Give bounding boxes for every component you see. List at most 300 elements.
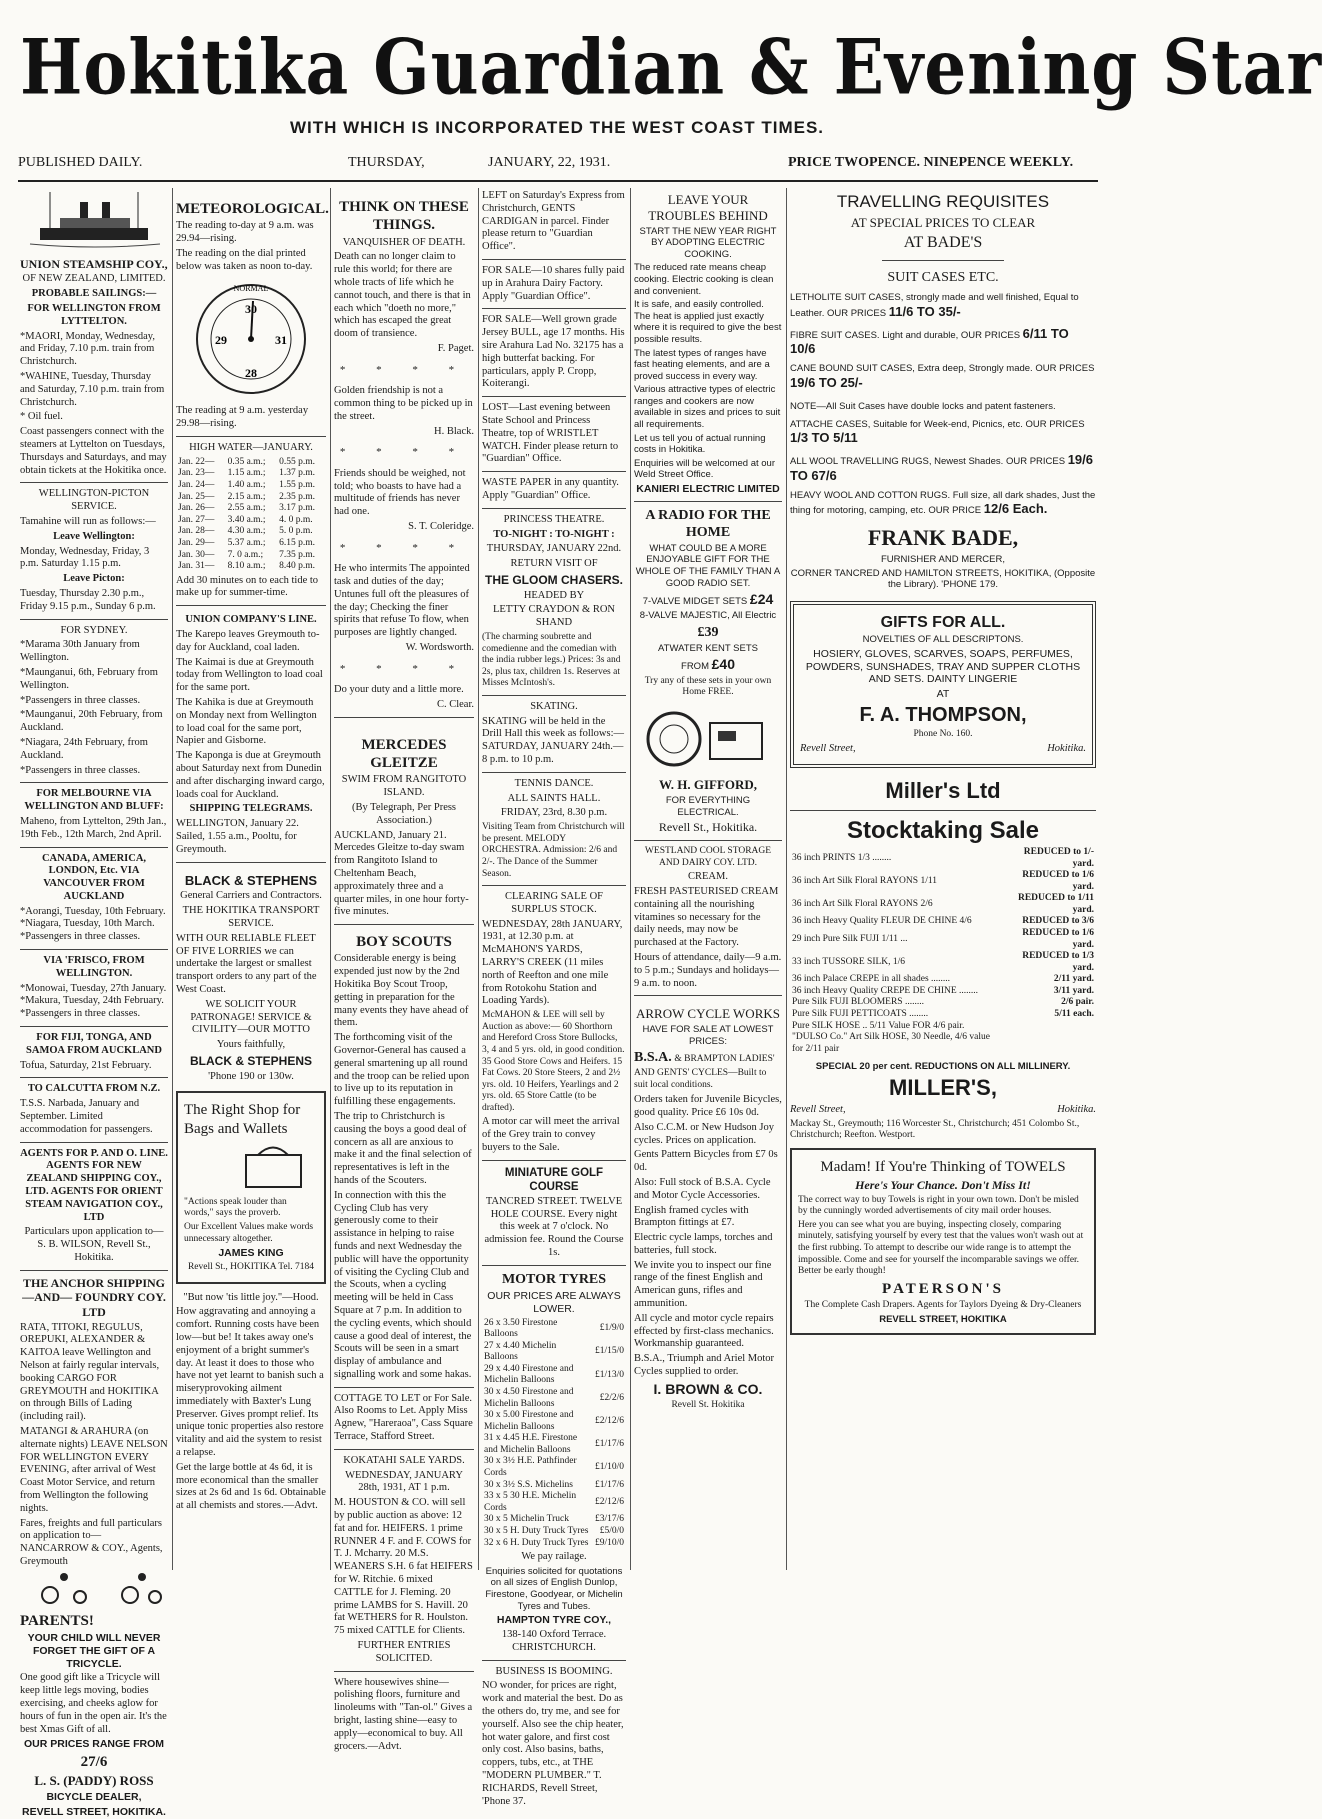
tonight: TO-NIGHT : TO-NIGHT : — [493, 528, 615, 540]
gifts-sub: NOVELTIES OF ALL DESCRIPTONS. — [862, 634, 1024, 646]
travelling-item-name: CANE BOUND SUIT CASES, Extra deep, Strongly made. OUR PRICES — [790, 363, 1095, 375]
tyre-cell: £2/12/6 — [594, 1415, 624, 1426]
radio-title: A RADIO FOR THE HOME — [645, 507, 771, 540]
anchor-body: RATA, TITOKI, REGULUS, OREPUKI, ALEXANDER & KAITOA leave Wellington and Nelson at fairly regular intervals, booking CARGO FOR GREYMOUTH and HOKITIKA on through Bills of Lading (including rail). — [20, 1321, 160, 1423]
sailing-tofua: Tofua, Saturday, 21st February. — [20, 1059, 152, 1071]
golf-body: TANCRED STREET. TWELVE HOLE COURSE. Every night this week at 7 o'clock. No admission fee. Round the Course 1s. — [484, 1195, 624, 1259]
kaponga: The Kaponga is due at Greymouth about Saturday next from Dunedin and after discharging inward cargo, loads coal for Auckland. — [176, 750, 325, 800]
sale-cell: 29 inch Pure Silk FUJI 1/11 ... — [792, 933, 908, 944]
travelling-item-price: 1/3 TO 5/11 — [790, 430, 858, 446]
paterson-sub: The Complete Cash Drapers. Agents for Taylors Dyeing & Dry-Cleaners — [804, 1299, 1082, 1310]
ad-body: How aggravating and annoying a comfort. Running costs have been low—but be! It takes away one's enjoyment of a bright summer's day. At least it does to those who have not yet learnt to banish such a miseryprovoking ailment immediately with Baxter's Lung Preserver. Gives prompt relief. Its unique tonic properties also restore vitality and aid the system to resist a relapse. — [176, 1306, 324, 1459]
mcmahon-auction: McMAHON & LEE will sell by Auction as above:— 60 Shorthorn and Hereford Cross Store Bullocks, 3, 4 and 5 yrs. old, in good condition. 35 Good Store Cows and Heifers. 15 Fat Cows. 20 Store Steers, 2 and 2½ yrs. old. 10 Heifers, Yearlings and 2 yrs. old. 65 Store Cattle (to be drafted). — [482, 1010, 625, 1113]
james-king-title: The Right Shop for Bags and Wallets — [184, 1102, 301, 1137]
tide-cell: Jan. 26— — [178, 503, 215, 514]
masthead — [0, 0, 1322, 180]
sailing-maheno: Maheno, from Lyttelton, 29th Jan., 19th Feb., 12th March, 2nd April. — [20, 815, 167, 840]
sailing-niagara: *Niagara, 24th February, from Auckland. — [20, 736, 148, 761]
kokatahi-date: WEDNESDAY, JANUARY 28th, 1931, AT 1 p.m. — [345, 1469, 463, 1494]
barometer-dial — [191, 279, 311, 399]
electric-start: START THE NEW YEAR RIGHT BY ADOPTING ELECTRIC COOKING. — [639, 225, 777, 260]
tide-cell: Jan. 30— — [178, 549, 215, 560]
quote-5-author: C. Clear. — [436, 698, 474, 710]
tide-cell: 7.35 p.m. — [279, 549, 315, 560]
leave-wellington: Leave Wellington: — [53, 530, 135, 542]
sale-row — [790, 974, 1096, 986]
sale-cell: 33 inch TUSSORE SILK, 1/6 — [792, 956, 906, 967]
james-king-values: Our Excellent Values make words unnecessary altogether. — [184, 1221, 314, 1244]
tyre-row — [482, 1410, 626, 1433]
tyre-cell: £9/10/0 — [594, 1537, 624, 1548]
passengers-note: *Passengers in three classes. — [20, 694, 141, 706]
tyre-cell: £1/15/0 — [594, 1346, 624, 1357]
quote-2-author: H. Black. — [434, 425, 474, 437]
column-think: THINK ON THESE THINGS. VANQUISHER OF DEATH. Death can no longer claim to rule this world; for there are whole tracts of life which he cannot touch, and there is that in each which "doeth no more," which has escaped the great doom of transience. F. Paget. * * * * Golden friendship is not a common thing to be picked up in the street. H. Black. * * * * Friends should be weighed, not told; who boasts to have had a multitude of friends has never had one. S. T. Coleridge. * * * * He who intermits The appointed task and duties of the day; Untunes full oft the pleasures of the day; Checking the finer spirits that refuse To flow, when purposes are lightly changed. W. Wordsworth. * * * * Do your duty and a little more. C. Clear. MERCEDES GLEITZE SWIM FROM RANGITOTO ISLAND. (By Telegraph, Per Press Association.) AUCKLAND, January 21. Mercedes Gleitze to-day swam from Rangitoto Island to Cheltenham Beach, approximately three and a quarter miles, in one hour forty-five minutes. BOY SCOUTS Considerable energy is being expended just now by the 2nd Hokitika Boy Scout Troop, getting in preparation for the many events they have ahead of them. The forthcoming visit of the Governor-General has caused a general smartening up all round and the troop can be relied upon to live up to its reputation in fulfilling these engagements. The trip to Christchurch is causing the boys a good deal of concern as all are anxious to make it and the final selection of representatives is left in the hands of the Scouters. In connection with this the Cycling Club has very generously come to their assistance in helping to raise funds and next Wednesday the public will have the opportunity of visiting the Cycling Club and the Scouts, when a cycling meeting will be held in Cass Square at 7 p.m. In addition to the cycling events, which should cause a good deal of interest, the Scouts will be seen in a smart display of ambulance and signalling work and some hakas. COTTAGE TO LET or For Sale. Also Rooms to Let. Apply Miss Agnew, "Hareraoa", Cass Square Terrace, Stafford Street. KOKATAHI SALE YARDS. WEDNESDAY, JANUARY 28th, 1931, AT 1 p.m. M. HOUSTON & CO. will sell by public auction as above: 12 fat and for. HEIFERS. 1 prime RUNNER 4 F. and F. COWS for T. J. Mcharry. 20 M.S. WEANERS S.H. 6 fat HEIFERS for W. Ritchie. 6 mixed CATTLE for J. Fleming. 20 prime LAMBS for S. Havill. 20 fat WETHERS for R. Houlston. 75 mixed CATTLE for Clients. FURTHER ENTRIES SOLICITED. Where housewives shine—polishing floors, furniture and linoleums with "Tan-ol." Gives a bright, lasting shine—easy to apply—economical to buy. All grocers.—Advt. — [334, 199, 474, 1752]
juvenile: Orders taken for Juvenile Bicycles, good quality. Price £6 10s 0d. — [634, 1094, 782, 1118]
millinery-special: SPECIAL 20 per cent. REDUCTIONS ON ALL MILLINERY. — [815, 1061, 1071, 1073]
parents-title: PARENTS! — [20, 1612, 94, 1629]
tricycle-icon — [20, 1571, 168, 1605]
met-title: METEOROLOGICAL. — [176, 201, 329, 217]
travelling-item-price: 11/6 TO 35/- — [888, 303, 961, 319]
column-classifieds — [482, 188, 626, 1807]
tide-row — [176, 503, 326, 515]
radio-icon — [634, 701, 782, 771]
clearing-title: CLEARING SALE OF SURPLUS STOCK. — [504, 891, 603, 915]
tyre-row — [482, 1456, 626, 1479]
travelling-sub: AT SPECIAL PRICES TO CLEAR — [850, 214, 1036, 230]
midget-label: 7-VALVE MIDGET SETS — [642, 596, 748, 608]
sailing-wahine: *WAHINE, Tuesday, Thursday and Saturday, 7.10 p.m. train from Christchurch. — [20, 371, 165, 408]
tide-cell: 4. 0 p.m. — [279, 514, 313, 525]
skating-title: SKATING. — [530, 700, 578, 712]
james-king-quote: "Actions speak louder than words," says the proverb. — [184, 1196, 287, 1219]
tanol-ad: Where housewives shine—polishing floors, furniture and linoleums with "Tan-ol." Gives a bright, lasting shine—easy to apply—economical to buy. All grocers.—Advt. — [334, 1676, 473, 1752]
tennis-date: FRIDAY, 23rd, 8.30 p.m. — [500, 807, 608, 819]
tide-cell: 8.40 p.m. — [279, 561, 315, 572]
tide-cell: Jan. 23— — [178, 468, 215, 479]
repairs: All cycle and motor cycle repairs effected by first-class mechanics. Workmanship guaranteed. — [634, 1312, 774, 1350]
towels-title: Madam! If You're Thinking of TOWELS — [820, 1158, 1066, 1175]
sale-cell: Pure Silk FUJI PETTICOATS ........ — [792, 1009, 929, 1020]
kaimai: The Kaimai is due at Greymouth today from Wellington to load coal for the same port. — [176, 656, 323, 694]
sale-row — [790, 951, 1096, 974]
travelling-at: AT BADE'S — [903, 233, 983, 251]
majestic-label: 8-VALVE MAJESTIC, All Electric — [639, 610, 777, 622]
tamahine: Tamahine will run as follows:— — [20, 515, 156, 527]
for-sale-shares: FOR SALE—10 shares fully paid up in Arahura Dairy Factory. Apply "Guardian Office". — [482, 264, 625, 302]
sale-cell: 36 inch Palace CREPE in all shades ........ — [792, 974, 951, 985]
column-divider — [630, 188, 631, 1570]
sailing-narbada: T.S.S. Narbada, January and September. Limited accommodation for passengers. — [20, 1098, 153, 1135]
tide-cell: 2.35 p.m. — [279, 491, 315, 502]
sale-cell: REDUCED to 3/6 — [1022, 916, 1094, 927]
column-divider — [478, 188, 479, 1570]
tide-cell: 5. 0 p.m. — [279, 526, 313, 537]
quote-3-author: S. T. Coleridge. — [408, 520, 474, 532]
karepo: The Karepo leaves Greymouth to-day for Auckland, coal laden. — [176, 629, 320, 653]
sydney-title: FOR SYDNEY. — [60, 624, 128, 636]
tide-table — [176, 457, 326, 573]
tyre-cell: £2/12/6 — [594, 1497, 624, 1507]
sale-cell: REDUCED to 1/- yard. — [1023, 846, 1094, 869]
sailing-maunganui: *Maunganui, 6th, February from Wellington. — [20, 666, 158, 691]
tyres-sub: OUR PRICES ARE ALWAYS LOWER. — [487, 1289, 621, 1315]
tide-row — [176, 468, 326, 480]
tyre-cell: 29 x 4.40 Firestone and Michelin Balloons — [484, 1363, 574, 1386]
sale-cell: REDUCED to 1/3 yard. — [1022, 951, 1094, 973]
steamship-icon — [20, 188, 168, 250]
range-label: OUR PRICES RANGE FROM — [23, 1738, 164, 1751]
column-divider — [786, 188, 787, 1570]
all-saints: ALL SAINTS HALL. — [507, 792, 601, 804]
parents-sub: YOUR CHILD WILL NEVER FORGET THE GIFT OF A TRICYCLE. — [27, 1631, 161, 1670]
thompson-name: F. A. THOMPSON, — [859, 704, 1027, 727]
millers-title: Miller's Ltd — [885, 777, 1001, 803]
travelling-item-name: ALL WOOL TRAVELLING RUGS, Newest Shades. OUR PRICES — [790, 456, 1068, 468]
travelling-item-name: FIBRE SUIT CASES. Light and durable, OUR PRICES — [790, 329, 1023, 341]
tyre-cell: £1/17/6 — [594, 1479, 624, 1490]
tyre-cell: £1/17/6 — [594, 1439, 624, 1450]
tide-cell: 8.10 a.m.; — [227, 561, 266, 572]
column-retail — [790, 188, 1096, 1570]
anchor-fares: Fares, freights and full particulars on application to— NANCARROW & COY., Agents, Greymouth — [20, 1517, 163, 1568]
tide-cell: Jan. 31— — [178, 561, 215, 572]
atwater-label: ATWATER KENT SETS — [658, 642, 758, 654]
tyre-row — [482, 1387, 626, 1410]
james-king-address: Revell St., HOKITIKA Tel. 7184 — [187, 1261, 315, 1272]
boy-scouts-body-2: The forthcoming visit of the Governor-General has caused a general smartening up all round and the troop can be relied upon to live up to its reputation in fulfilling these engagements. — [334, 1032, 470, 1108]
dial-31: 31 — [275, 333, 287, 348]
gifford-sub: FOR EVERYTHING ELECTRICAL. — [665, 795, 751, 818]
oil-fuel: * Oil fuel. — [20, 411, 63, 423]
quote-3: Friends should be weighed, not told; who boasts to have had a multitude of friends has never had one. — [334, 467, 466, 518]
probable-sailings: PROBABLE SAILINGS:— — [31, 288, 157, 300]
tyre-cell: 30 x 5 Michelin Truck — [484, 1514, 569, 1525]
tyres-title: MOTOR TYRES — [501, 1271, 607, 1287]
passengers-note: *Passengers in three classes. — [20, 764, 141, 776]
travelling-item-name: ATTACHE CASES, Suitable for Week-end, Picnics, etc. OUR PRICES — [790, 418, 1085, 430]
thompson-street: Revell Street, — [800, 743, 856, 755]
further-entries: FURTHER ENTRIES SOLICITED. — [357, 1640, 451, 1664]
ad-end: Get the large bottle at 4s 6d, it is more economical than the smaller sizes at 2s 6d and 1s 6d. Obtainable at all chemists and stores.—Advt. — [176, 1461, 326, 1512]
handbag-icon — [184, 1140, 318, 1190]
frisco-title: VIA 'FRISCO, FROM WELLINGTON. — [43, 955, 145, 979]
black-stephens-phone: 'Phone 190 or 130w. — [208, 1070, 294, 1082]
anchor-title: THE ANCHOR SHIPPING —AND— FOUNDRY COY. LTD — [22, 1275, 166, 1320]
range-price: 27/6 — [80, 1754, 108, 1771]
dial-28: 28 — [245, 366, 257, 381]
cream-hours: Hours of attendance, daily—9 a.m. to 5 p.m.; Sundays and holidays—9 a.m. to noon. — [634, 952, 782, 989]
tyre-cell: 30 x 3½ H.E. Pathfinder Cords — [484, 1456, 577, 1479]
travelling-item — [790, 490, 1096, 517]
tyre-cell: 30 x 4.50 Firestone and Michelin Balloons — [484, 1387, 574, 1409]
tide-cell: Jan. 28— — [178, 526, 215, 537]
sale-cell: 2/6 pair. — [1061, 997, 1094, 1008]
sailing-aorangi: *Aorangi, Tuesday, 10th February. *Niagara, Tuesday, 10th March. *Passengers in three classes. — [20, 905, 166, 943]
ccm: Also C.C.M. or New Hudson Joy cycles. Prices on application. — [634, 1121, 775, 1146]
gleitze-telegraph: (By Telegraph, Per Press Association.) — [351, 801, 457, 826]
sale-cell: Pure SILK HOSE .. 5/11 Value FOR 4/6 pair. — [792, 1020, 965, 1031]
bade-address: CORNER TANCRED AND HAMILTON STREETS, HOKITIKA, (Opposite the Library). 'PHONE 179. — [790, 567, 1096, 591]
arrow-sub: HAVE FOR SALE AT LOWEST PRICES: — [642, 1024, 774, 1047]
thursday: THURSDAY, JANUARY 22nd. — [486, 543, 622, 555]
paterson-address: REVELL STREET, HOKITIKA — [879, 1313, 1007, 1325]
wellington-days: Monday, Wednesday, Friday, 3 p.m. Saturday 1.15 p.m. — [20, 545, 150, 570]
tide-row — [176, 515, 326, 527]
sale-row — [790, 928, 1096, 951]
newspaper-subtitle: WITH WHICH IS INCORPORATED THE WEST COAST TIMES. — [289, 118, 825, 137]
paterson-ad — [790, 1148, 1096, 1335]
cottage-ad: COTTAGE TO LET or For Sale. Also Rooms to Let. Apply Miss Agnew, "Hareraoa", Cass Square Terrace, Stafford Street. — [334, 1392, 473, 1443]
met-reading-3: The reading at 9 a.m. yesterday 29.98—rising. — [176, 405, 309, 430]
sale-row — [790, 916, 1096, 928]
tyre-enquiries: Enquiries solicited for quotations on all sizes of English Dunlop, Firestone, Goodyear, or Michelin Tyres and Tubes. — [485, 1565, 623, 1612]
column-meteorological — [176, 188, 329, 1570]
motor-car-note: A motor car will meet the arrival of the Grey train to convey buyers to the Sale. — [482, 1116, 620, 1154]
canada-title: CANADA, AMERICA, LONDON, Etc. VIA VANCOUVER FROM AUCKLAND — [41, 852, 147, 902]
met-reading-1: The reading to-day at 9 a.m. was 29.94—rising. — [176, 220, 314, 245]
tyre-cell: £1/13/0 — [594, 1369, 624, 1380]
issue-date: JANUARY, 22, 1931. — [488, 155, 611, 170]
boy-scouts-body-1: Considerable energy is being expended just now by the 2nd Hokitika Boy Scout Troop, getting in preparation for the many events they have ahead of them. — [334, 953, 469, 1029]
sale-cell: 3/11 yard. — [1053, 985, 1094, 996]
tide-cell: 2.15 a.m.; — [227, 491, 266, 502]
fiji-title: FOR FIJI, TONGA, AND SAMOA FROM AUCKLAND — [26, 1032, 162, 1056]
column-divider — [172, 188, 173, 1570]
tide-cell: 1.15 a.m.; — [227, 468, 266, 479]
tide-cell: 5.37 a.m.; — [227, 537, 266, 548]
tyre-row — [482, 1538, 626, 1550]
boy-scouts-title: BOY SCOUTS — [356, 934, 452, 951]
tide-cell: Jan. 22— — [178, 456, 215, 467]
kokatahi-title: KOKATAHI SALE YARDS. — [343, 1454, 465, 1466]
sailing-maunganui-2: *Maunganui, 20th February, from Auckland. — [20, 709, 163, 734]
electric-various: Various attractive types of electric ranges and cookers are now available in sizes and prices to suit all requirements. — [634, 384, 781, 430]
tyre-cell: £5/0/0 — [599, 1525, 624, 1536]
tyre-cell: 32 x 6 H. Duty Truck Tyres — [484, 1537, 589, 1548]
bsa-body: & BRAMPTON LADIES' AND GENTS' CYCLES—Built to suit local conditions. — [634, 1054, 775, 1091]
hampton-name: HAMPTON TYRE COY., — [496, 1614, 612, 1627]
picton-days: Tuesday, Thursday 2.30 p.m., Friday 9.15 p.m., Sunday 6 p.m. — [20, 587, 156, 612]
towels-body-2: Here you can see what you are buying, inspecting closely, comparing minutely, satisfying yourself by every test that the values won't wash out at the first rubbing. To attempt to describe our wide range is to attempt the impossible. Come and see for yourself the incomparable savings we offer. Better be early though! — [798, 1219, 1084, 1277]
brown-address: Revell St. Hokitika — [671, 1399, 745, 1410]
issue-day: THURSDAY, — [348, 155, 425, 170]
black-stephens-yours: Yours faithfully, — [216, 1039, 286, 1051]
black-stephens-solicit: WE SOLICIT YOUR PATRONAGE! SERVICE & CIVILITY—OUR MOTTO — [190, 998, 312, 1036]
golf-title: MINIATURE GOLF COURSE — [504, 1166, 604, 1193]
travelling-item-price: 6/11 TO 10/6 — [790, 325, 1069, 357]
black-stephens-service: THE HOKITIKA TRANSPORT SERVICE. — [182, 905, 320, 930]
quote-4: He who intermits The appointed task and duties of the day; Untunes full oft the pleasures of the day; Checking the finer spirits that refuse To flow, when purposes are lightly changed. — [334, 563, 470, 639]
sale-row — [790, 847, 1096, 870]
gifts-at: AT — [936, 688, 950, 701]
black-stephens-title: BLACK & STEPHENS — [184, 872, 318, 888]
union-company-title: UNION COMPANY'S LINE. — [185, 614, 317, 626]
union-sub: OF NEW ZEALAND, LIMITED. — [22, 273, 166, 285]
travelling-title: TRAVELLING REQUISITES — [836, 192, 1050, 211]
tide-cell: 0.35 a.m.; — [227, 456, 266, 467]
tide-cell: 2.55 a.m.; — [227, 503, 266, 514]
tyre-row — [482, 1480, 626, 1492]
sale-row — [790, 986, 1096, 998]
calcutta-title: TO CALCUTTA FROM N.Z. — [27, 1083, 161, 1095]
millers-name: MILLER'S, — [889, 1074, 997, 1100]
tide-note: Add 30 minutes on to each tide to make up for summer-time. — [176, 574, 319, 599]
agents: AGENTS FOR P. AND O. LINE. AGENTS FOR NEW ZEALAND SHIPPING COY., LTD. AGENTS FOR ORIENT STEAM NAVIGATION COY., LTD — [20, 1147, 168, 1223]
tide-cell: Jan. 27— — [178, 514, 215, 525]
sale-cell: Pure Silk FUJI BLOOMERS ........ — [792, 997, 924, 1008]
particulars: Particulars upon application to— S. B. WILSON, Revell St., Hokitika. — [24, 1226, 164, 1264]
sale-row — [790, 870, 1096, 893]
quote-5: Do your duty and a little more. — [334, 684, 464, 696]
leave-picton: Leave Picton: — [63, 573, 125, 585]
travelling-item — [790, 363, 1096, 390]
ross-address: REVELL STREET, HOKITIKA. — [22, 1806, 166, 1819]
issue-price: PRICE TWOPENCE. NINEPENCE WEEKLY. — [788, 155, 1074, 170]
electric-reduced: The reduced rate means cheap cooking. Electric cooking is clean and convenient. — [634, 262, 774, 297]
tyre-cell: £3/17/6 — [594, 1514, 624, 1525]
tyre-cell: £2/2/6 — [599, 1392, 624, 1403]
millers-street: Revell Street, — [790, 1103, 846, 1115]
tyre-price-table — [482, 1318, 626, 1550]
houston-auction: M. HOUSTON & CO. will sell by public auction as above: 12 fat and for. HEIFERS. 1 prime RUNNER 4 F. and F. COWS for T. J. Mcharry. 20 M.S. WEANERS S.H. 6 fat HEIFERS for W. Ritchie. 6 mixed CATTLE for J. Fleming. 20 prime LAMBS for S. Havill. 20 fat WETHERS for R. Houlston. 75 mixed CATTLE for Clients. — [334, 1497, 473, 1637]
quote-1: Death can no longer claim to rule this world; for there are whole tracts of life which he cannot touch, and there is that in each which "doeth no more," which has escaped the great doom of transience. — [334, 251, 471, 340]
cream-title: CREAM. — [688, 871, 728, 883]
sale-cell: REDUCED to 1/11 yard. — [1017, 893, 1094, 915]
radio-sub: WHAT COULD BE A MORE ENJOYABLE GIFT FOR THE WHOLE OF THE FAMILY THAN A GOOD RADIO SET. — [635, 542, 781, 589]
atwater-price: £40 — [711, 656, 735, 673]
boy-scouts-body-3: The trip to Christchurch is causing the boys a good deal of concern as all are anxious to make it and the final selection of representatives is left in the hands of the Scouters. — [334, 1110, 472, 1186]
james-king-ad — [176, 1091, 326, 1283]
lost-watch: LOST—Last evening between State School and Princess Theatre, top of WRISTLET WATCH. Finder please return to "Guardian" Office. — [482, 402, 619, 465]
parents-body: One good gift like a Tricycle will keep little legs moving, bodies exercising, and cheeks aglow for hours of fun in the open air. It's the best Xmas Gift of all. — [20, 1672, 167, 1735]
letty-craydon: LETTY CRAYDON & RON SHAND — [492, 604, 616, 629]
tide-row — [176, 538, 326, 550]
tide-cell: 1.37 p.m. — [279, 468, 315, 479]
tyre-cell: 30 x 3½ S.S. Michelins — [484, 1479, 573, 1490]
tyre-cell: 26 x 3.50 Firestone Balloons — [484, 1317, 558, 1340]
sale-row — [790, 1032, 1096, 1055]
tyre-cell: 31 x 4.45 H.E. Firestone and Michelin Balloons — [484, 1433, 578, 1455]
travelling-item-price: 12/6 Each. — [983, 501, 1048, 517]
tyre-cell: 30 x 5.00 Firestone and Michelin Balloons — [484, 1410, 574, 1432]
black-stephens-sub: General Carriers and Contractors. — [180, 890, 322, 902]
gifford-address: Revell St., Hokitika. — [658, 820, 758, 835]
princess-title: PRINCESS THEATRE. — [503, 513, 605, 525]
radio-try: Try any of these sets in your own Home FREE. — [644, 675, 772, 698]
electric-letus: Let us tell you of actual running costs in Hokitika. — [634, 432, 766, 456]
tide-row — [176, 550, 326, 562]
quote-2: Golden friendship is not a common thing to be picked up in the street. — [334, 385, 473, 422]
thompson-phone: Phone No. 160. — [913, 729, 973, 740]
tide-cell: 0.55 p.m. — [279, 456, 315, 467]
ross-name: L. S. (PADDY) ROSS — [34, 1773, 154, 1789]
thompson-ad — [790, 601, 1096, 768]
tyre-row — [482, 1318, 626, 1341]
sale-cell: REDUCED to 1/6 yard. — [1022, 870, 1094, 892]
gleitze-sub: SWIM FROM RANGITOTO ISLAND. — [341, 774, 467, 799]
tyre-row — [482, 1364, 626, 1387]
tennis-title: TENNIS DANCE. — [514, 777, 594, 789]
tyre-row — [482, 1433, 626, 1456]
sailing-maori: *MAORI, Monday, Wednesday, and Friday, 7.10 p.m. train from Christchurch. — [20, 330, 155, 368]
melbourne-title: FOR MELBOURNE VIA WELLINGTON AND BLUFF: — [24, 788, 164, 813]
black-stephens-body: WITH OUR RELIABLE FLEET OF FIVE LORRIES we can undertake the largest or smallest transport orders to any part of the West Coast. — [176, 932, 317, 996]
tide-cell: Jan. 24— — [178, 480, 215, 491]
tide-cell: 3.17 p.m. — [279, 503, 315, 514]
tide-cell: 1.55 p.m. — [279, 480, 315, 491]
sale-cell: 36 inch Heavy Quality FLEUR DE CHINE 4/6 — [792, 916, 972, 927]
dial-29: 29 — [215, 333, 227, 348]
travelling-item-name: LETHOLITE SUIT CASES, strongly made and well finished, Equal to Leather. OUR PRICES — [790, 292, 1079, 319]
tide-row — [176, 457, 326, 469]
kanieri-name: KANIERI ELECTRIC LIMITED — [636, 482, 780, 495]
high-water-title: HIGH WATER—JANUARY. — [189, 442, 313, 454]
sale-cell: 2/11 yard. — [1053, 974, 1094, 985]
sailing-monowai: *Monowai, Tuesday, 27th January. *Makura, Tuesday, 24th February. *Passengers in three classes. — [20, 982, 167, 1020]
skating-body: SKATING will be held in the Drill Hall this week as follows:— SATURDAY, JANUARY 24th.— 8 p.m. to 10 p.m. — [482, 715, 625, 766]
boy-scouts-body-4: In connection with this the Cycling Club has very generously come to their assistance in helping to raise funds and next Wednesday the public will have the opportunity of visiting the Cycling Club and the Scouts, when a cycling meeting will be held in Cass Square at 7 p.m. In addition to the cycling events, which should cause a good deal of interest, the Scouts will be seen in a smart display of ambulance and signalling work and some hakas. — [334, 1189, 472, 1380]
picton-title: WELLINGTON-PICTON SERVICE. — [38, 488, 150, 513]
sale-cell: REDUCED to 1/6 yard. — [1022, 927, 1094, 950]
arrow-title: ARROW CYCLE WORKS — [636, 1006, 780, 1022]
travelling-item — [790, 452, 1096, 484]
towels-body: The correct way to buy Towels is right in your own town. Don't be misled by the cunningly worded advertisements of city mail order houses. — [798, 1194, 1079, 1217]
tide-cell: 1.40 a.m.; — [227, 480, 266, 491]
ross-sub: BICYCLE DEALER, — [46, 1791, 142, 1804]
travelling-item-name: HEAVY WOOL AND COTTON RUGS. Full size, all dark shades, Just the thing for motoring, camping, etc. OUR PRICE — [790, 489, 1096, 517]
quote-1-author: F. Paget. — [437, 342, 474, 354]
tide-row — [176, 526, 326, 538]
leave-troubles-title: LEAVE YOUR TROUBLES BEHIND — [648, 192, 768, 223]
headed-by: HEADED BY — [523, 589, 585, 601]
tide-row — [176, 480, 326, 492]
millers-address: Mackay St., Greymouth; 116 Worcester St., Christchurch; 451 Colombo St., Christchurch; Reefton. Westport. — [790, 1118, 1080, 1141]
for-wellington: FOR WELLINGTON FROM LYTTELTON. — [27, 303, 161, 327]
tyre-row — [482, 1526, 626, 1538]
sale-table — [790, 847, 1096, 1055]
sale-row — [790, 1021, 1096, 1033]
tide-row — [176, 492, 326, 504]
brown-name: I. BROWN & CO. — [653, 1380, 763, 1397]
gloom-chasers: THE GLOOM CHASERS. — [484, 572, 623, 587]
sale-row — [790, 893, 1096, 916]
tennis-body: Visiting Team from Christchurch will be present. MELODY ORCHESTRA. Admission: 2/6 and 2/-. The Dance of the Summer Season. — [482, 822, 625, 879]
james-king-name: JAMES KING — [218, 1247, 284, 1260]
bsa-motor: B.S.A., Triumph and Ariel Motor Cycles supplied to order. — [634, 1353, 775, 1378]
tide-cell: 3.40 a.m.; — [227, 514, 266, 525]
kahika: The Kahika is due at Greymouth on Monday next from Wellington to load coal for the same port, Napier and Gisborne. — [176, 697, 317, 747]
electric-welcome: Enquiries will be welcomed at our Weld Street Office. — [634, 457, 775, 481]
gleitze-body: AUCKLAND, January 21. Mercedes Gleitze to-day swam from Rangitoto Island to Cheltenham Beach, approximately three and a quarter miles, in one hour forty-five minutes. — [334, 829, 469, 918]
travelling-items — [790, 292, 1096, 517]
return-visit: RETURN VISIT OF — [510, 558, 598, 570]
tide-cell: 6.15 p.m. — [279, 537, 315, 548]
column-shipping — [20, 188, 168, 1819]
sailing-marama: *Marama 30th January from Wellington. — [20, 639, 140, 664]
tyre-row — [482, 1491, 626, 1514]
quote-4-author: W. Wordsworth. — [405, 641, 474, 653]
suit-cases-title: SUIT CASES ETC. — [887, 270, 999, 286]
sale-cell: 36 inch Art Silk Floral RAYONS 2/6 — [792, 899, 933, 910]
ad-quote: "But now 'tis little joy."—Hood. — [183, 1291, 319, 1303]
travelling-item-price: 19/6 TO 25/- — [790, 374, 863, 390]
met-reading-2: The reading on the dial printed below was taken as noon to-day. — [176, 247, 313, 272]
published-daily: PUBLISHED DAILY. — [18, 155, 143, 170]
lamps: Electric cycle lamps, torches and batteries, full stock. — [634, 1232, 773, 1256]
gifford-name: W. H. GIFFORD, — [658, 777, 758, 793]
